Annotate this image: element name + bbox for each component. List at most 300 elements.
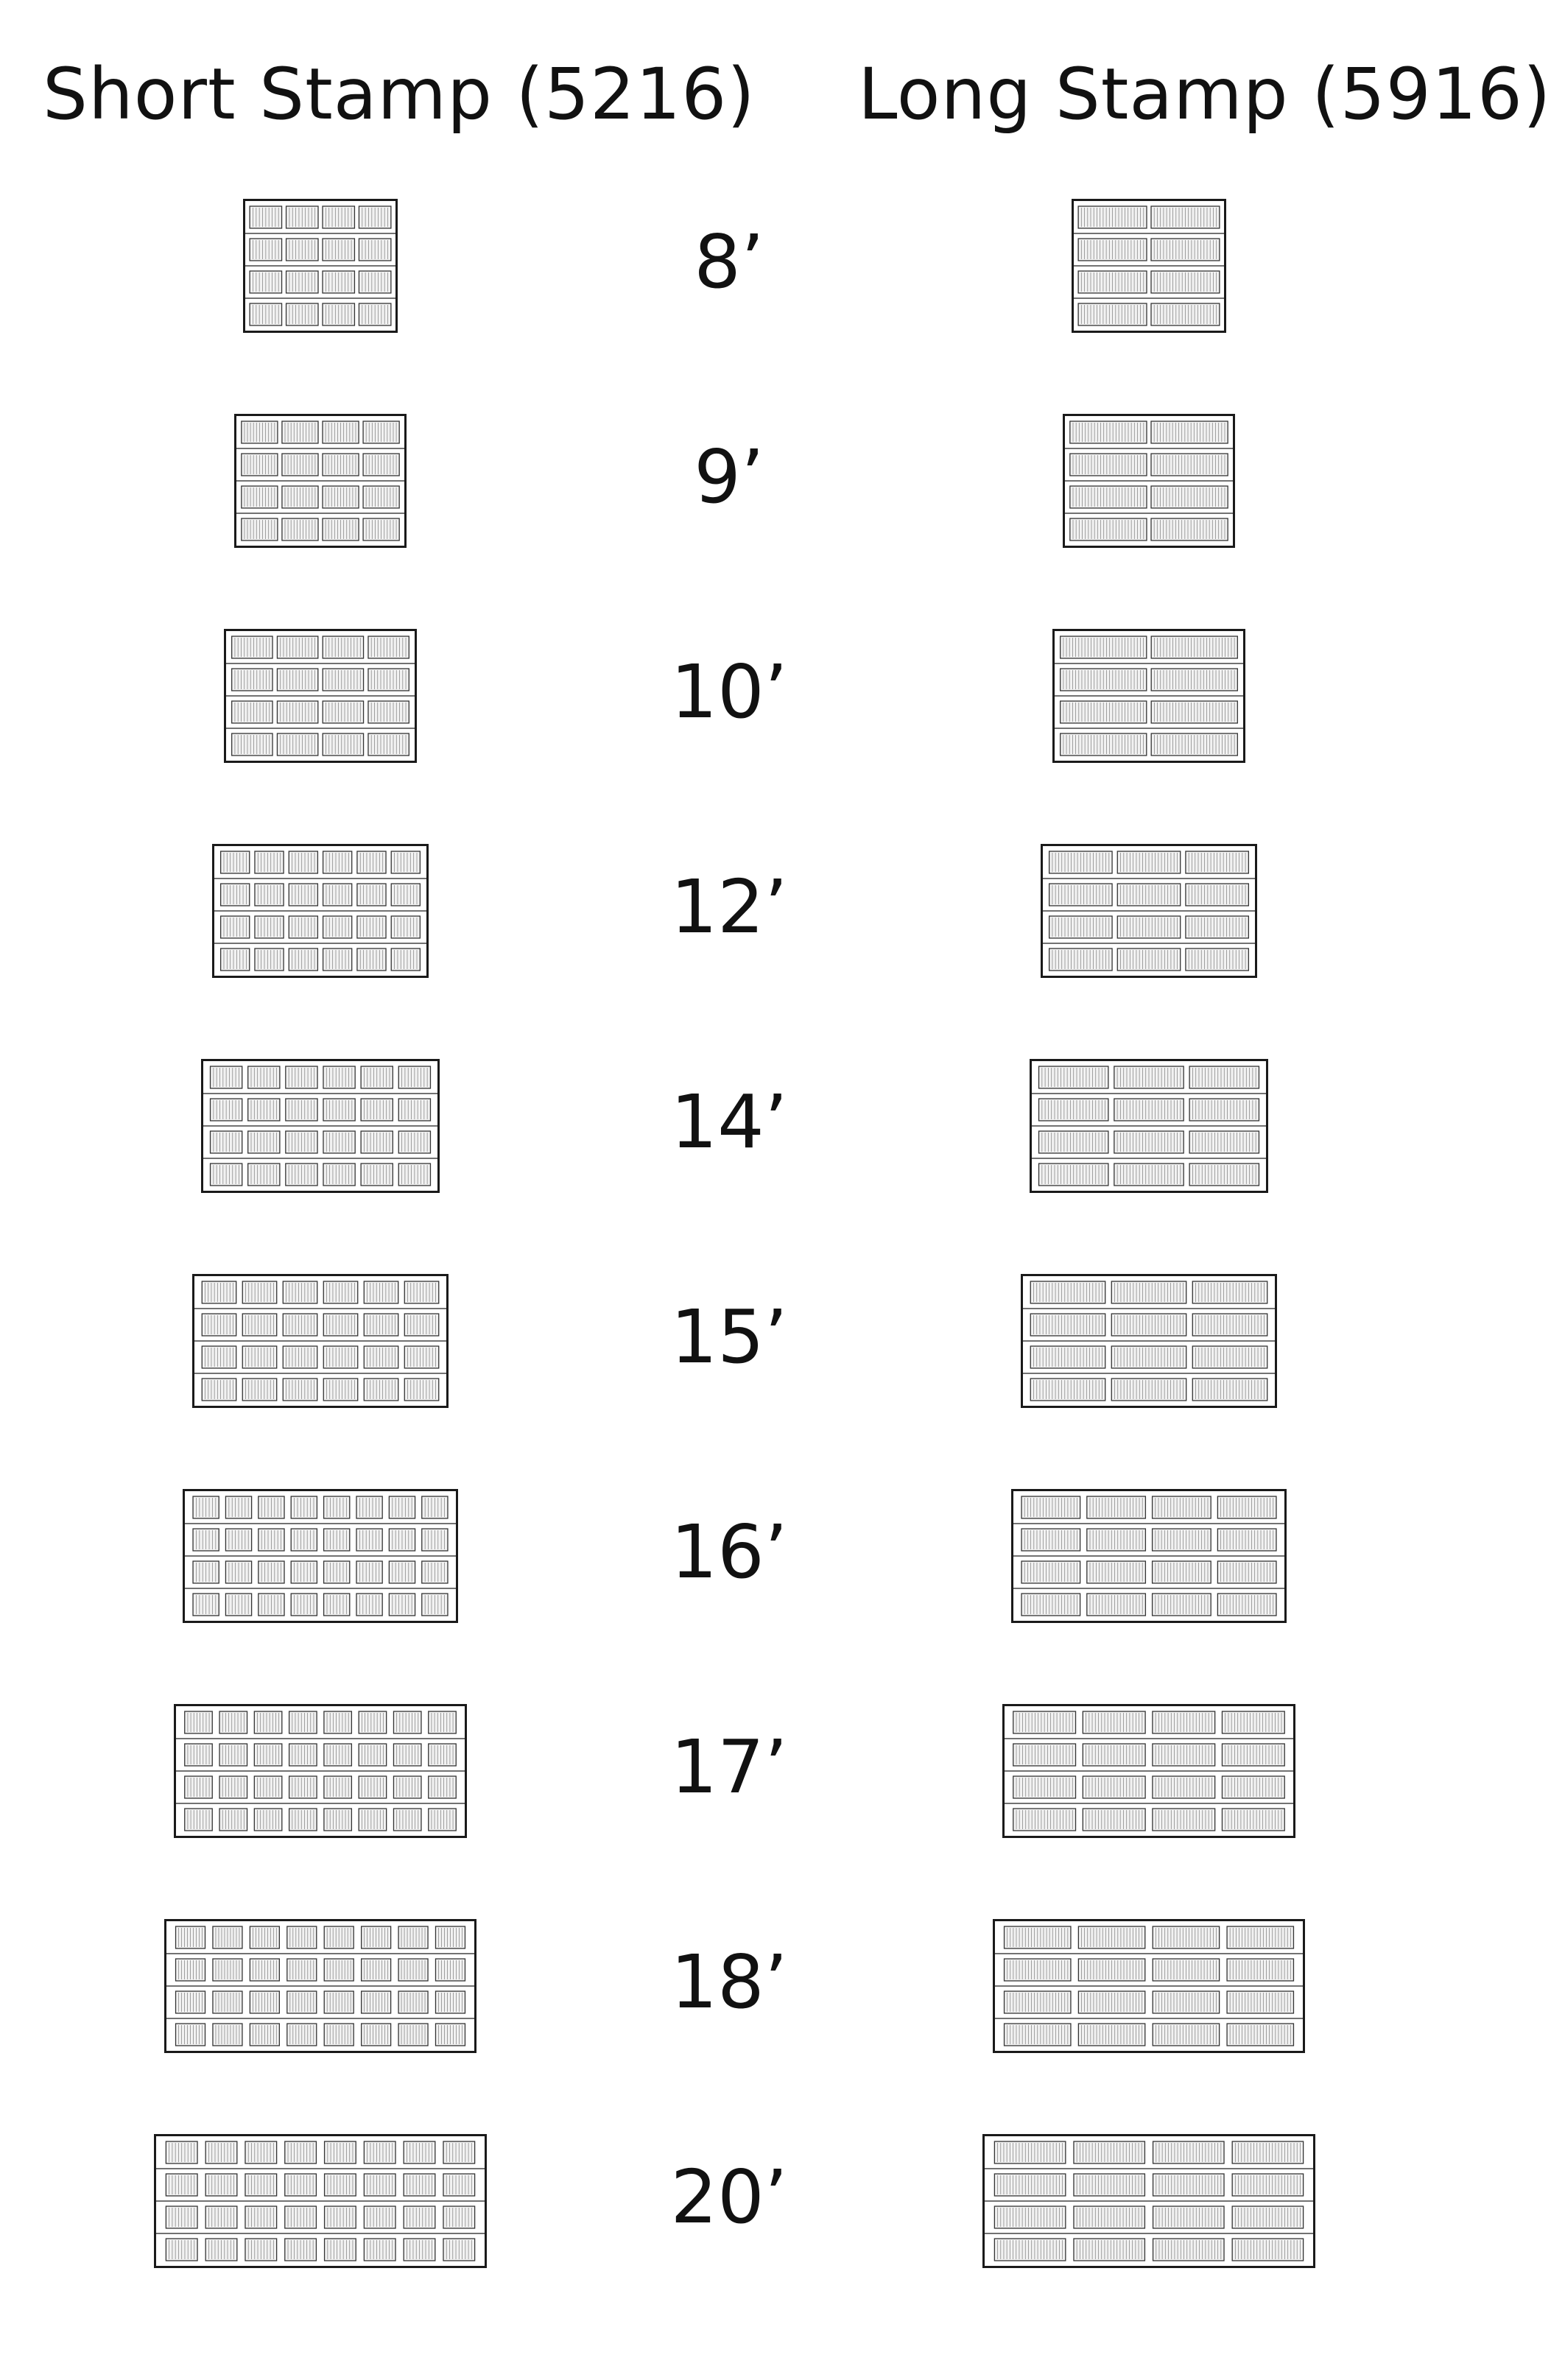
stamped-panel bbox=[393, 1744, 421, 1766]
stamped-panel bbox=[286, 1066, 317, 1088]
stamped-panel bbox=[250, 1991, 279, 2013]
door-width-text: 16’ bbox=[670, 1509, 788, 1595]
stamped-panel bbox=[1061, 733, 1147, 756]
stamped-panel bbox=[325, 2174, 356, 2196]
stamped-panel bbox=[363, 486, 399, 508]
stamped-panel bbox=[248, 1066, 280, 1088]
stamped-panel bbox=[1153, 2239, 1224, 2261]
stamped-panel bbox=[435, 1959, 465, 1981]
stamped-panel bbox=[219, 1711, 247, 1733]
stamped-panel bbox=[225, 1496, 251, 1518]
stamped-panel bbox=[391, 948, 420, 971]
stamped-panel bbox=[443, 2174, 475, 2196]
stamped-panel bbox=[359, 1809, 386, 1831]
stamped-panel bbox=[389, 1496, 415, 1518]
stamped-panel bbox=[232, 733, 272, 756]
stamped-panel bbox=[286, 1099, 317, 1121]
stamped-panel bbox=[242, 421, 278, 443]
stamped-panel bbox=[1030, 1314, 1105, 1336]
stamped-panel bbox=[359, 271, 390, 293]
stamped-panel bbox=[1013, 1744, 1076, 1766]
stamped-panel bbox=[364, 2141, 395, 2164]
stamped-panel bbox=[254, 1809, 281, 1831]
stamped-panel bbox=[398, 1991, 428, 2013]
stamped-panel bbox=[287, 2024, 317, 2046]
stamped-panel bbox=[323, 454, 359, 476]
stamped-panel bbox=[324, 1711, 351, 1733]
stamped-panel bbox=[258, 1561, 284, 1583]
stamped-panel bbox=[1111, 1379, 1186, 1401]
stamped-panel bbox=[1117, 884, 1180, 906]
stamped-panel bbox=[1192, 1281, 1267, 1303]
stamped-panel bbox=[356, 1496, 382, 1518]
stamped-panel bbox=[202, 1281, 236, 1303]
stamped-panel bbox=[289, 948, 317, 971]
stamped-panel bbox=[1083, 1809, 1145, 1831]
stamped-panel bbox=[323, 1281, 357, 1303]
stamped-panel bbox=[219, 1809, 247, 1831]
stamped-panel bbox=[242, 454, 278, 476]
stamped-panel bbox=[429, 1711, 456, 1733]
stamped-panel bbox=[1078, 206, 1147, 228]
stamped-panel bbox=[245, 2174, 277, 2196]
door-width-text: 9’ bbox=[694, 434, 764, 520]
stamped-panel bbox=[185, 1711, 212, 1733]
stamped-panel bbox=[211, 1163, 242, 1186]
short-stamp-door-0 bbox=[243, 199, 398, 333]
stamped-panel bbox=[1039, 1131, 1108, 1153]
stamped-panel bbox=[221, 851, 250, 873]
short-stamp-door-2 bbox=[224, 629, 417, 763]
stamped-panel bbox=[213, 1959, 242, 1981]
stamped-panel bbox=[166, 2141, 197, 2164]
stamped-panel bbox=[323, 636, 363, 658]
stamped-panel bbox=[1151, 486, 1228, 508]
stamped-panel bbox=[1021, 1496, 1080, 1518]
stamped-panel bbox=[287, 1991, 317, 2013]
stamped-panel bbox=[289, 1744, 317, 1766]
stamped-panel bbox=[291, 1529, 317, 1551]
stamped-panel bbox=[232, 636, 272, 658]
short-stamp-door-6 bbox=[183, 1489, 458, 1623]
stamped-panel bbox=[202, 1346, 236, 1368]
stamped-panel bbox=[443, 2206, 475, 2228]
short-stamp-door-8 bbox=[164, 1919, 476, 2053]
stamped-panel bbox=[1083, 1711, 1145, 1733]
stamped-panel bbox=[324, 1776, 351, 1798]
stamped-panel bbox=[1189, 1131, 1259, 1153]
stamped-panel bbox=[1189, 1066, 1259, 1088]
stamped-panel bbox=[286, 271, 318, 293]
door-width-text: 18’ bbox=[670, 1939, 788, 2025]
stamped-panel bbox=[324, 1926, 354, 1948]
stamped-panel bbox=[1153, 1776, 1215, 1798]
stamped-panel bbox=[1083, 1776, 1145, 1798]
stamped-panel bbox=[255, 851, 284, 873]
stamped-panel bbox=[283, 1346, 317, 1368]
stamped-panel bbox=[254, 1744, 281, 1766]
stamped-panel bbox=[205, 2141, 237, 2164]
stamped-panel bbox=[1074, 2141, 1144, 2164]
stamped-panel bbox=[1021, 1529, 1080, 1551]
door-width-text: 17’ bbox=[670, 1724, 788, 1810]
stamped-panel bbox=[1151, 669, 1237, 691]
stamped-panel bbox=[286, 206, 318, 228]
stamped-panel bbox=[422, 1496, 448, 1518]
stamped-panel bbox=[1232, 2174, 1303, 2196]
stamped-panel bbox=[398, 1099, 430, 1121]
stamped-panel bbox=[393, 1711, 421, 1733]
stamped-panel bbox=[443, 2141, 475, 2164]
stamped-panel bbox=[250, 239, 281, 261]
stamped-panel bbox=[357, 948, 386, 971]
stamped-panel bbox=[1227, 1959, 1293, 1981]
stamped-panel bbox=[225, 1561, 251, 1583]
stamped-panel bbox=[291, 1496, 317, 1518]
stamped-panel bbox=[232, 669, 272, 691]
stamped-panel bbox=[1117, 948, 1180, 971]
stamped-panel bbox=[324, 1809, 351, 1831]
stamped-panel bbox=[994, 2141, 1065, 2164]
stamped-panel bbox=[404, 2174, 435, 2196]
stamped-panel bbox=[1070, 486, 1147, 508]
stamped-panel bbox=[283, 1314, 317, 1336]
stamped-panel bbox=[289, 1809, 317, 1831]
stamped-panel bbox=[323, 948, 352, 971]
stamped-panel bbox=[185, 1809, 212, 1831]
stamped-panel bbox=[1061, 636, 1147, 658]
stamped-panel bbox=[323, 239, 354, 261]
stamped-panel bbox=[1070, 454, 1147, 476]
stamped-panel bbox=[254, 1776, 281, 1798]
long-stamp-door-2 bbox=[1052, 629, 1245, 763]
stamped-panel bbox=[166, 2206, 197, 2228]
stamped-panel bbox=[357, 916, 386, 938]
stamped-panel bbox=[289, 851, 317, 873]
stamped-panel bbox=[255, 948, 284, 971]
stamped-panel bbox=[1005, 1991, 1071, 2013]
stamped-panel bbox=[245, 2239, 277, 2261]
stamped-panel bbox=[323, 916, 352, 938]
stamped-panel bbox=[289, 1711, 317, 1733]
stamped-panel bbox=[1013, 1809, 1076, 1831]
stamped-panel bbox=[193, 1496, 219, 1518]
stamped-panel bbox=[242, 1379, 276, 1401]
stamped-panel bbox=[1078, 2024, 1144, 2046]
stamped-panel bbox=[285, 2206, 317, 2228]
stamped-panel bbox=[1153, 1594, 1211, 1616]
stamped-panel bbox=[283, 1281, 317, 1303]
stamped-panel bbox=[323, 1099, 355, 1121]
stamped-panel bbox=[361, 1099, 393, 1121]
stamped-panel bbox=[1070, 518, 1147, 541]
stamped-panel bbox=[291, 1594, 317, 1616]
stamped-panel bbox=[205, 2206, 237, 2228]
stamped-panel bbox=[250, 2024, 279, 2046]
stamped-panel bbox=[245, 2141, 277, 2164]
door-width-text: 10’ bbox=[670, 649, 788, 735]
stamped-panel bbox=[1114, 1066, 1184, 1088]
stamped-panel bbox=[1153, 1496, 1211, 1518]
stamped-panel bbox=[1074, 2206, 1144, 2228]
stamped-panel bbox=[289, 1776, 317, 1798]
stamped-panel bbox=[1005, 1959, 1071, 1981]
stamped-panel bbox=[286, 303, 318, 325]
stamped-panel bbox=[323, 884, 352, 906]
stamped-panel bbox=[1114, 1163, 1184, 1186]
stamped-panel bbox=[325, 2206, 356, 2228]
stamped-panel bbox=[389, 1594, 415, 1616]
stamped-panel bbox=[282, 518, 318, 541]
long-stamp-door-8 bbox=[993, 1919, 1305, 2053]
stamped-panel bbox=[1049, 916, 1112, 938]
stamped-panel bbox=[176, 1991, 205, 2013]
stamped-panel bbox=[368, 733, 409, 756]
short-stamp-door-4 bbox=[201, 1059, 440, 1193]
stamped-panel bbox=[443, 2239, 475, 2261]
stamped-panel bbox=[287, 1926, 317, 1948]
stamped-panel bbox=[404, 1314, 438, 1336]
short-stamp-door-5 bbox=[192, 1274, 449, 1408]
stamped-panel bbox=[323, 733, 363, 756]
stamped-panel bbox=[1049, 851, 1112, 873]
stamped-panel bbox=[258, 1594, 284, 1616]
stamped-panel bbox=[323, 851, 352, 873]
stamped-panel bbox=[1151, 421, 1228, 443]
stamped-panel bbox=[435, 2024, 465, 2046]
stamped-panel bbox=[225, 1594, 251, 1616]
stamped-panel bbox=[361, 1066, 393, 1088]
stamped-panel bbox=[422, 1594, 448, 1616]
stamped-panel bbox=[1189, 1163, 1259, 1186]
stamped-panel bbox=[176, 2024, 205, 2046]
stamped-panel bbox=[1151, 518, 1228, 541]
stamped-panel bbox=[393, 1809, 421, 1831]
stamped-panel bbox=[1222, 1809, 1284, 1831]
stamped-panel bbox=[1013, 1776, 1076, 1798]
stamped-panel bbox=[359, 303, 390, 325]
stamped-panel bbox=[219, 1744, 247, 1766]
stamped-panel bbox=[1192, 1314, 1267, 1336]
stamped-panel bbox=[398, 1163, 430, 1186]
stamped-panel bbox=[323, 1066, 355, 1088]
door-width-text: 8’ bbox=[694, 219, 764, 305]
stamped-panel bbox=[211, 1066, 242, 1088]
stamped-panel bbox=[323, 1379, 357, 1401]
stamped-panel bbox=[361, 1163, 393, 1186]
long-stamp-door-5 bbox=[1021, 1274, 1277, 1408]
stamped-panel bbox=[324, 1529, 350, 1551]
long-stamp-door-3 bbox=[1041, 844, 1257, 978]
stamped-panel bbox=[1087, 1594, 1146, 1616]
stamped-panel bbox=[1186, 884, 1248, 906]
stamped-panel bbox=[356, 1594, 382, 1616]
stamped-panel bbox=[1078, 271, 1147, 293]
stamped-panel bbox=[364, 1281, 398, 1303]
stamped-panel bbox=[325, 2141, 356, 2164]
stamped-panel bbox=[404, 2206, 435, 2228]
stamped-panel bbox=[323, 421, 359, 443]
stamped-panel bbox=[398, 1959, 428, 1981]
stamped-panel bbox=[359, 1711, 386, 1733]
stamped-panel bbox=[1039, 1066, 1108, 1088]
stamped-panel bbox=[282, 421, 318, 443]
stamped-panel bbox=[219, 1776, 247, 1798]
stamped-panel bbox=[1153, 2024, 1219, 2046]
stamped-panel bbox=[323, 518, 359, 541]
long-stamp-heading: Long Stamp (5916) bbox=[858, 53, 1551, 135]
stamped-panel bbox=[176, 1959, 205, 1981]
stamped-panel bbox=[213, 1926, 242, 1948]
stamped-panel bbox=[166, 2174, 197, 2196]
stamped-panel bbox=[221, 948, 250, 971]
stamped-panel bbox=[286, 239, 318, 261]
long-stamp-door-9 bbox=[982, 2134, 1315, 2268]
stamped-panel bbox=[324, 1991, 354, 2013]
stamped-panel bbox=[213, 2024, 242, 2046]
stamped-panel bbox=[368, 701, 409, 723]
stamped-panel bbox=[205, 2174, 237, 2196]
stamped-panel bbox=[255, 884, 284, 906]
stamped-panel bbox=[1217, 1561, 1276, 1583]
stamped-panel bbox=[255, 916, 284, 938]
stamped-panel bbox=[1151, 206, 1220, 228]
stamped-panel bbox=[193, 1594, 219, 1616]
stamped-panel bbox=[1061, 701, 1147, 723]
stamped-panel bbox=[254, 1711, 281, 1733]
stamped-panel bbox=[1153, 1744, 1215, 1766]
stamped-panel bbox=[398, 1066, 430, 1088]
stamped-panel bbox=[285, 2239, 317, 2261]
door-width-text: 12’ bbox=[670, 864, 788, 950]
stamped-panel bbox=[1070, 421, 1147, 443]
stamped-panel bbox=[213, 1991, 242, 2013]
stamped-panel bbox=[193, 1529, 219, 1551]
stamped-panel bbox=[1186, 948, 1248, 971]
stamped-panel bbox=[398, 1131, 430, 1153]
stamped-panel bbox=[323, 1346, 357, 1368]
stamped-panel bbox=[357, 884, 386, 906]
stamped-panel bbox=[994, 2174, 1065, 2196]
stamped-panel bbox=[368, 669, 409, 691]
stamped-panel bbox=[1117, 916, 1180, 938]
stamped-panel bbox=[1021, 1561, 1080, 1583]
stamped-panel bbox=[1217, 1594, 1276, 1616]
stamped-panel bbox=[323, 1314, 357, 1336]
stamped-panel bbox=[286, 1131, 317, 1153]
stamped-panel bbox=[391, 884, 420, 906]
door-width-text: 14’ bbox=[670, 1079, 788, 1165]
stamped-panel bbox=[242, 1346, 276, 1368]
stamped-panel bbox=[291, 1561, 317, 1583]
stamped-panel bbox=[202, 1379, 236, 1401]
stamped-panel bbox=[422, 1529, 448, 1551]
stamped-panel bbox=[362, 2024, 391, 2046]
stamped-panel bbox=[1111, 1346, 1186, 1368]
stamped-panel bbox=[356, 1561, 382, 1583]
stamped-panel bbox=[1087, 1561, 1146, 1583]
stamped-panel bbox=[221, 884, 250, 906]
stamped-panel bbox=[1217, 1496, 1276, 1518]
stamped-panel bbox=[1061, 669, 1147, 691]
stamped-panel bbox=[232, 701, 272, 723]
stamped-panel bbox=[277, 669, 317, 691]
stamped-panel bbox=[1114, 1099, 1184, 1121]
stamped-panel bbox=[176, 1926, 205, 1948]
stamped-panel bbox=[1151, 454, 1228, 476]
stamped-panel bbox=[323, 303, 354, 325]
stamped-panel bbox=[245, 2206, 277, 2228]
stamped-panel bbox=[1222, 1776, 1284, 1798]
stamped-panel bbox=[242, 518, 278, 541]
stamped-panel bbox=[1030, 1379, 1105, 1401]
stamped-panel bbox=[1111, 1281, 1186, 1303]
stamped-panel bbox=[1151, 303, 1220, 325]
stamped-panel bbox=[324, 1496, 350, 1518]
stamped-panel bbox=[362, 1926, 391, 1948]
stamped-panel bbox=[1217, 1529, 1276, 1551]
stamped-panel bbox=[422, 1561, 448, 1583]
stamped-panel bbox=[364, 2206, 395, 2228]
stamped-panel bbox=[1030, 1346, 1105, 1368]
stamped-panel bbox=[242, 1281, 276, 1303]
stamped-panel bbox=[1151, 636, 1237, 658]
stamped-panel bbox=[282, 454, 318, 476]
door-width-text: 20’ bbox=[670, 2154, 788, 2240]
stamped-panel bbox=[1114, 1131, 1184, 1153]
stamped-panel bbox=[429, 1744, 456, 1766]
stamped-panel bbox=[1021, 1594, 1080, 1616]
stamped-panel bbox=[1192, 1346, 1267, 1368]
long-stamp-door-4 bbox=[1030, 1059, 1268, 1193]
stamped-panel bbox=[250, 1926, 279, 1948]
stamped-panel bbox=[1074, 2174, 1144, 2196]
stamped-panel bbox=[1083, 1744, 1145, 1766]
stamped-panel bbox=[404, 1346, 438, 1368]
stamped-panel bbox=[166, 2239, 197, 2261]
stamped-panel bbox=[211, 1131, 242, 1153]
stamped-panel bbox=[363, 518, 399, 541]
stamped-panel bbox=[248, 1099, 280, 1121]
stamped-panel bbox=[286, 1163, 317, 1186]
stamped-panel bbox=[1227, 1991, 1293, 2013]
stamped-panel bbox=[429, 1776, 456, 1798]
stamped-panel bbox=[324, 1744, 351, 1766]
stamped-panel bbox=[1227, 1926, 1293, 1948]
stamped-panel bbox=[258, 1496, 284, 1518]
stamped-panel bbox=[325, 2239, 356, 2261]
stamped-panel bbox=[364, 2239, 395, 2261]
stamped-panel bbox=[1153, 2141, 1224, 2164]
stamped-panel bbox=[1039, 1163, 1108, 1186]
stamped-panel bbox=[225, 1529, 251, 1551]
stamped-panel bbox=[1087, 1496, 1146, 1518]
stamped-panel bbox=[391, 916, 420, 938]
stamped-panel bbox=[1078, 303, 1147, 325]
stamped-panel bbox=[258, 1529, 284, 1551]
stamped-panel bbox=[1153, 2206, 1224, 2228]
stamped-panel bbox=[1049, 948, 1112, 971]
stamped-panel bbox=[1186, 851, 1248, 873]
stamped-panel bbox=[362, 1991, 391, 2013]
short-stamp-door-1 bbox=[234, 414, 407, 548]
stamped-panel bbox=[1222, 1711, 1284, 1733]
stamped-panel bbox=[287, 1959, 317, 1981]
stamped-panel bbox=[393, 1776, 421, 1798]
stamped-panel bbox=[1030, 1281, 1105, 1303]
stamped-panel bbox=[248, 1131, 280, 1153]
stamped-panel bbox=[1232, 2239, 1303, 2261]
